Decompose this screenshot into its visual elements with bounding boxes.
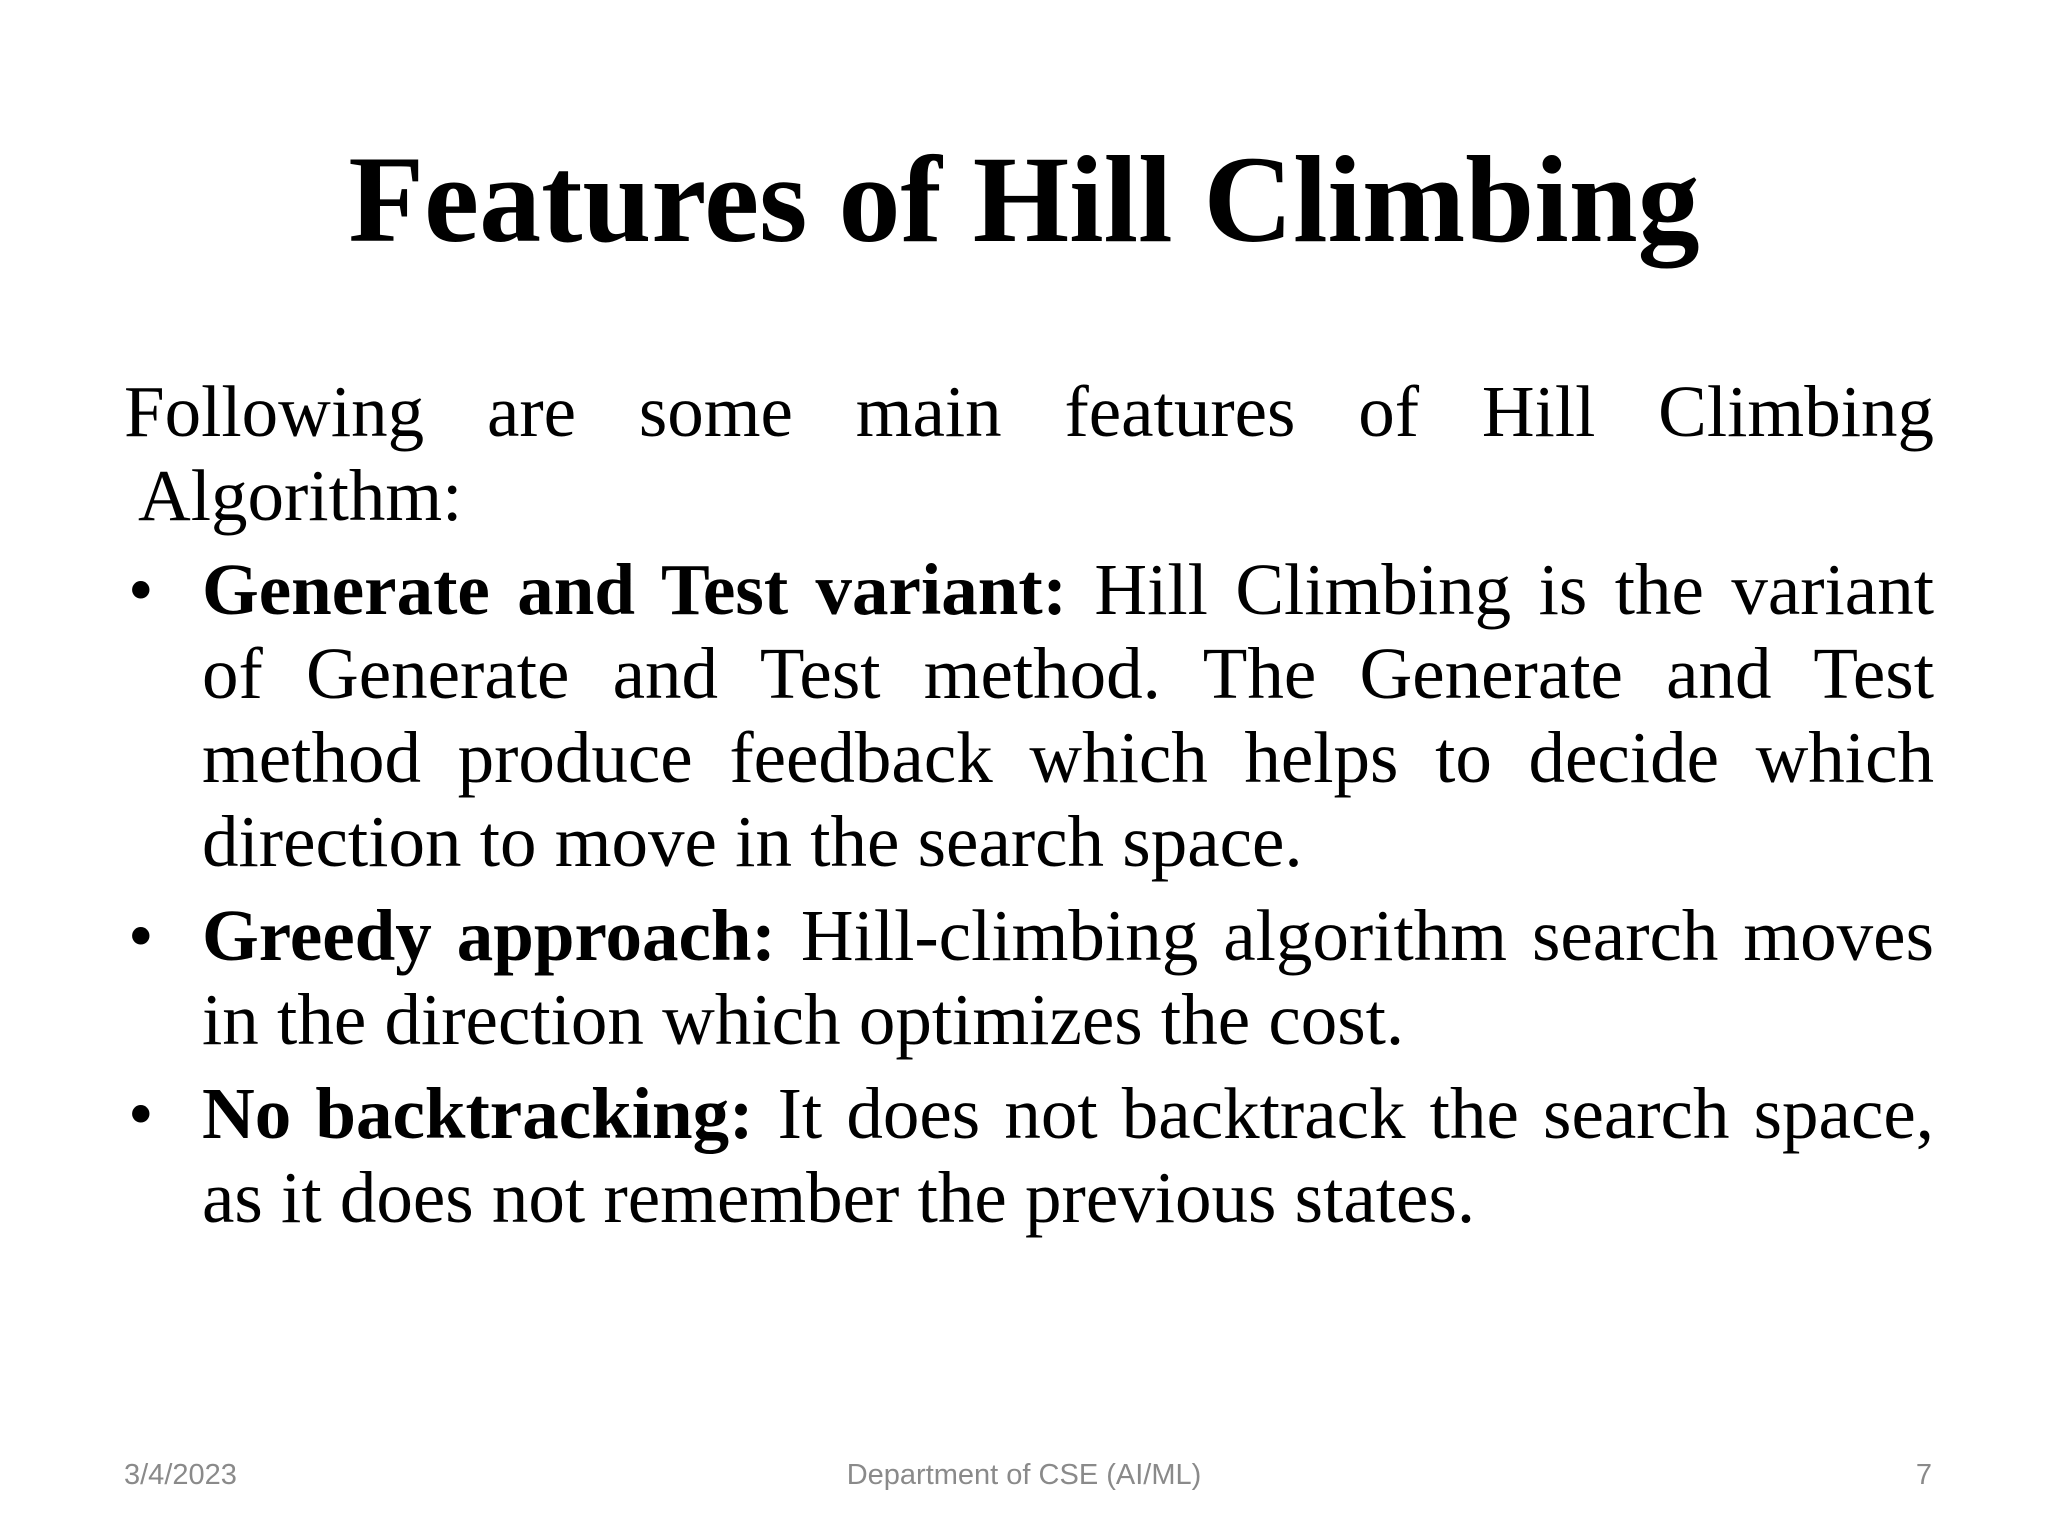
bullet-icon: • <box>128 895 154 976</box>
feature-item-no-backtracking <box>124 1072 1934 1240</box>
feature-text: Hill-climbing algorithm search moves in the direction which optimizes the cost. <box>202 895 1934 1060</box>
bullet-icon: • <box>128 549 154 630</box>
footer-department: Department of CSE (AI/ML) <box>846 1459 1202 1491</box>
feature-text: It does not backtrack the search space, as it does not remember the previous states. <box>202 1073 1934 1238</box>
intro-line-2: Algorithm: <box>138 455 463 536</box>
feature-term: Greedy approach: <box>202 895 801 976</box>
feature-term: No backtracking: <box>202 1073 778 1154</box>
slide-title: Features of Hill Climbing <box>348 131 1700 268</box>
bullet-icon: • <box>128 1073 154 1154</box>
intro-line-1: Following are some main features of Hill Climbing <box>124 371 1934 452</box>
feature-item-generate-and-test <box>124 548 1934 884</box>
feature-text: Hill Climbing is the variant of Generate and Test method. The Generate and Test method produce feedback which helps to decide which direction to move in the search space. <box>202 549 1934 882</box>
footer-date: 3/4/2023 <box>124 1459 237 1491</box>
feature-item-greedy-approach <box>124 894 1934 1062</box>
slide-body <box>124 370 1934 1250</box>
feature-list <box>124 548 1934 1240</box>
intro-paragraph <box>124 370 1934 538</box>
feature-term: Generate and Test variant: <box>202 549 1095 630</box>
footer-page-number: 7 <box>1915 1459 1932 1491</box>
